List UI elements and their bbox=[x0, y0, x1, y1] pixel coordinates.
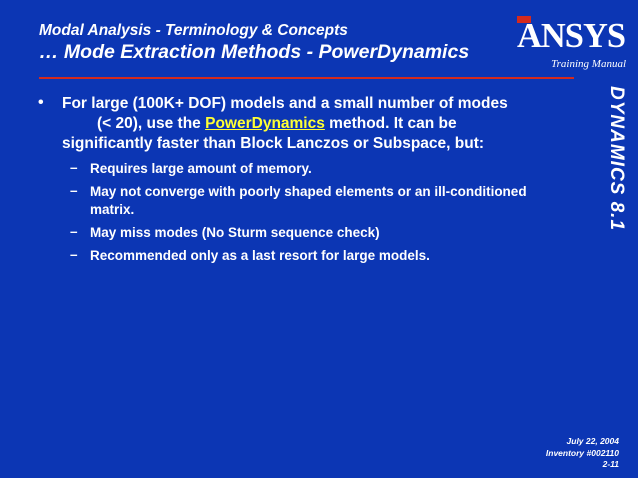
list-item bbox=[38, 160, 578, 178]
bullet-line-2-start: (< 20), use the bbox=[97, 115, 206, 132]
list-item bbox=[38, 247, 578, 265]
slide-body bbox=[38, 94, 578, 270]
powerdynamics-link[interactable]: PowerDynamics bbox=[205, 115, 325, 132]
dash-icon: – bbox=[70, 247, 78, 262]
list-item-text: May not converge with poorly shaped elements or an ill-conditioned matrix. bbox=[90, 184, 527, 217]
bullet-line-3: significantly faster than Block Lanczos or Subspace, but: bbox=[62, 135, 485, 152]
slide-footer bbox=[469, 436, 619, 471]
sub-bullet-list bbox=[38, 160, 578, 265]
training-manual-label: Training Manual bbox=[551, 58, 626, 70]
list-item bbox=[38, 183, 578, 219]
slide-title: … Mode Extraction Methods - PowerDynamics bbox=[39, 41, 470, 63]
dash-icon: – bbox=[70, 160, 78, 175]
bullet-line-1: For large (100K+ DOF) models and a small number of modes bbox=[62, 95, 508, 112]
list-item-text: Recommended only as a last resort for large models. bbox=[90, 248, 430, 263]
bullet-line-2-end: method. It can be bbox=[324, 115, 457, 132]
bullet-icon: • bbox=[38, 94, 44, 111]
logo-text: ANSYS bbox=[517, 16, 625, 52]
list-item-text: Requires large amount of memory. bbox=[90, 161, 312, 176]
footer-date: July 22, 2004 bbox=[566, 436, 619, 446]
ansys-logo bbox=[515, 14, 627, 52]
list-item-text: May miss modes (No Sturm sequence check) bbox=[90, 225, 380, 240]
slide-subtitle: Modal Analysis - Terminology & Concepts bbox=[39, 22, 348, 39]
footer-page-number: 2-11 bbox=[602, 459, 619, 469]
list-item bbox=[38, 224, 578, 242]
footer-inventory: Inventory #002110 bbox=[545, 447, 619, 458]
bullet-item bbox=[38, 94, 578, 154]
dash-icon: – bbox=[70, 224, 78, 239]
bullet-text bbox=[62, 94, 578, 154]
side-label: DYNAMICS 8.1 bbox=[606, 86, 627, 232]
title-divider bbox=[39, 77, 574, 79]
dash-icon: – bbox=[70, 183, 78, 198]
